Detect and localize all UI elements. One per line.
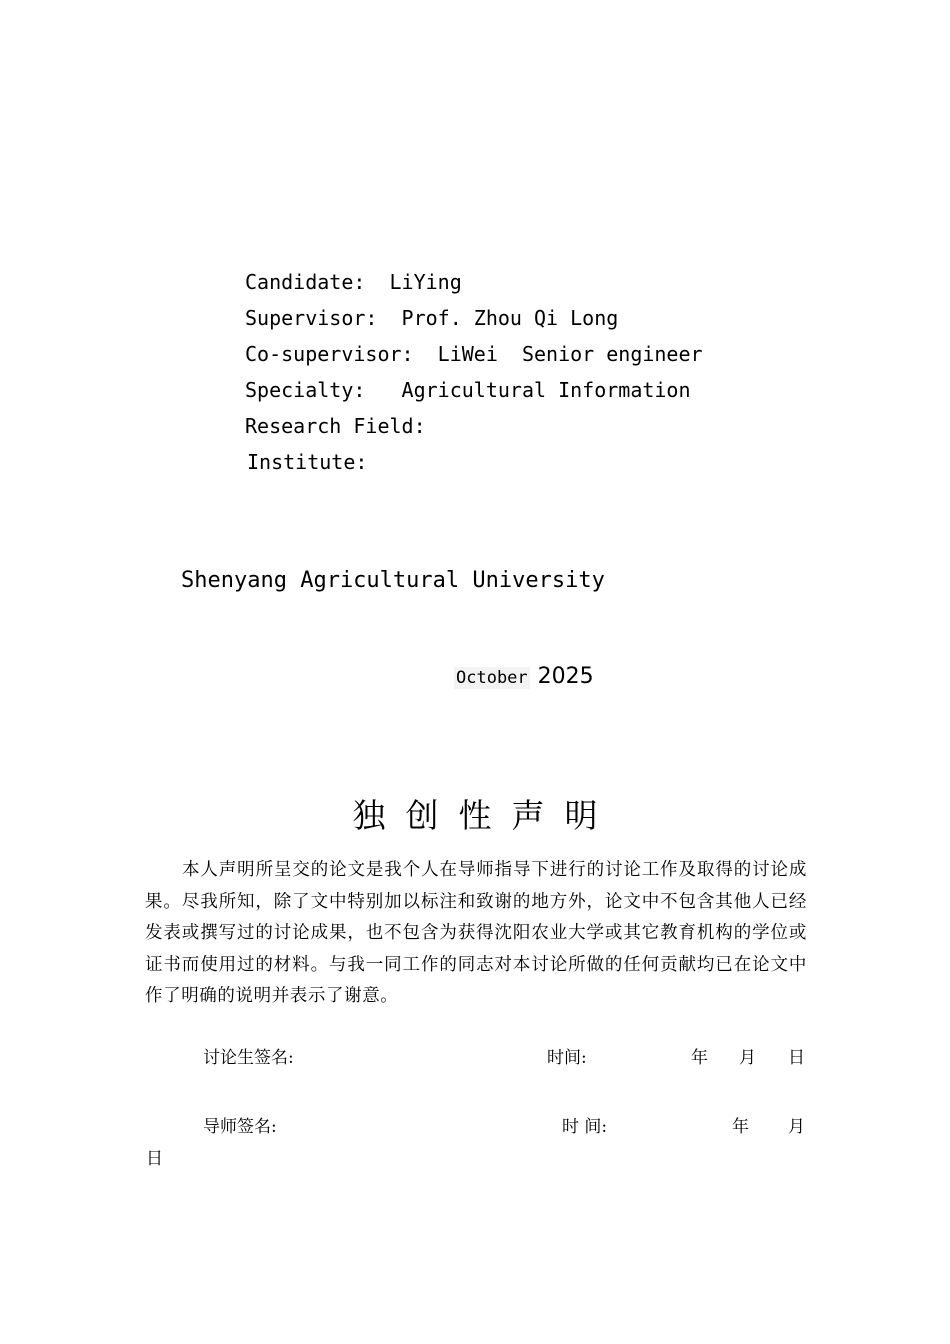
student-time-label: 时间: <box>547 1048 587 1068</box>
declaration-body: 本人声明所呈交的论文是我个人在导师指导下进行的讨论工作及取得的讨论成果。尽我所知，除了文中特别加以标注和致谢的地方外，论文中不包含其他人已经发表或撰写过的讨论成果，也不包含为获得沈阳农业大学或其它教育机构的学位或证书而使用过的材料。与我一同工作的同志对本讨论所做的任何贡献均已在论文中作了明确的说明并表示了谢意。 <box>145 860 807 1006</box>
student-day-label: 日 <box>788 1048 805 1068</box>
advisor-year-label: 年 <box>732 1117 749 1137</box>
advisor-month-label: 月 <box>788 1117 805 1137</box>
supervisor-line: Supervisor: Prof. Zhou Qi Long <box>245 306 619 330</box>
date-month: October <box>456 668 528 688</box>
student-year-label: 年 <box>691 1048 708 1068</box>
date-year: 2025 <box>537 664 594 689</box>
research-field-line: Research Field: <box>245 414 426 438</box>
co-supervisor-line: Co-supervisor: LiWei Senior engineer <box>245 342 703 366</box>
cover-date <box>446 646 594 689</box>
institute-line: Institute: <box>247 450 368 474</box>
student-month-label: 月 <box>739 1048 756 1068</box>
candidate-line: Candidate: LiYing <box>245 270 462 294</box>
advisor-signature-label: 导师签名: <box>203 1117 277 1137</box>
advisor-day-label: 日 <box>146 1149 163 1169</box>
advisor-time-label: 时 间: <box>562 1117 608 1137</box>
specialty-line: Specialty: Agricultural Information <box>245 378 691 402</box>
declaration-title: 独创性声明 <box>352 796 618 835</box>
student-signature-label: 讨论生签名: <box>203 1048 294 1068</box>
university-name: Shenyang Agricultural University <box>181 568 605 593</box>
